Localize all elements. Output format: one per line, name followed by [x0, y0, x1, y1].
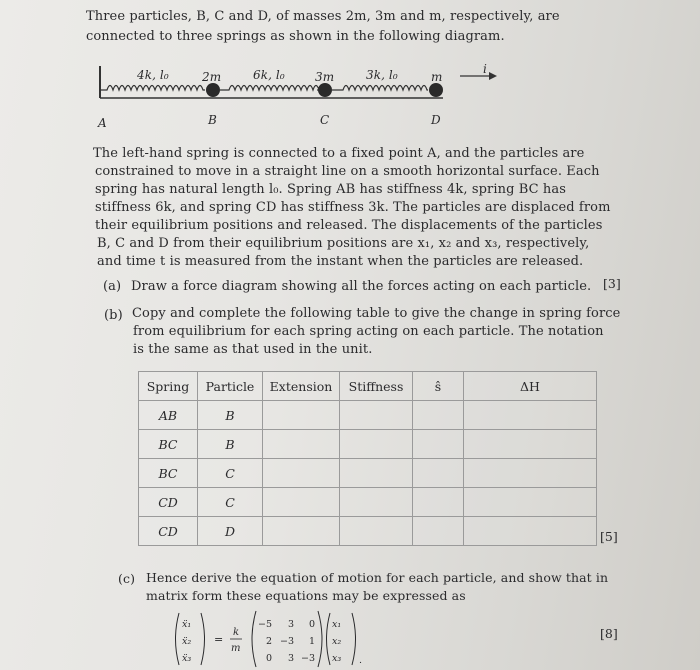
equation-period: . — [359, 655, 363, 666]
cell-extension-empty — [263, 517, 340, 546]
table-row — [139, 517, 597, 546]
mass-label-b: 2m — [202, 70, 222, 84]
mass-label-c: 3m — [315, 70, 335, 84]
spring-label-cd: 3k, l₀ — [366, 68, 398, 82]
cell-extension-empty — [263, 401, 340, 430]
paragraph-line: The left-hand spring is connected to a fixed point A, and the particles are — [93, 146, 585, 161]
rhs-entry: x₁ — [332, 619, 342, 630]
paragraph-line: their equilibrium positions and released. The displacements of the particles — [95, 218, 603, 233]
coef-numerator: k — [233, 627, 240, 638]
col-header-delta-h: ΔH — [464, 372, 597, 401]
spring-ab — [100, 86, 205, 91]
cell-extension-empty — [263, 459, 340, 488]
cell-stiffness-empty — [340, 517, 413, 546]
cell-particle: B — [198, 401, 263, 430]
intro-line-1: Three particles, B, C and D, of masses 2m, 3m and m, respectively, are — [86, 9, 560, 24]
cell-delta-h-empty — [464, 488, 597, 517]
table-header-row — [139, 372, 597, 401]
part-b-label: (b) — [104, 308, 123, 323]
lhs-entry: ẍ₁ — [182, 619, 192, 630]
table-row — [139, 459, 597, 488]
col-header-unit-vector: ŝ — [413, 372, 464, 401]
cell-spring: BC — [139, 430, 198, 459]
matrix-paren-left — [252, 611, 256, 667]
point-label-a: A — [98, 116, 107, 130]
lhs-entry: ẍ₃ — [182, 653, 192, 664]
spring-cd — [332, 86, 428, 91]
cell-stiffness-empty — [340, 401, 413, 430]
cell-delta-h-empty — [464, 430, 597, 459]
point-label-b: B — [208, 113, 217, 127]
cell-particle: D — [198, 517, 263, 546]
cell-stiffness-empty — [340, 459, 413, 488]
rhs-paren-left — [327, 613, 331, 665]
paragraph-line: and time t is measured from the instant when the particles are released. — [97, 254, 584, 269]
part-b-line: is the same as that used in the unit. — [133, 342, 373, 357]
direction-arrow-head — [489, 72, 497, 80]
cell-spring: CD — [139, 517, 198, 546]
matrix-entry: 1 — [308, 636, 315, 647]
spring-bc — [220, 86, 325, 91]
part-b-marks: [5] — [600, 529, 618, 544]
cell-extension-empty — [263, 488, 340, 517]
cell-spring: CD — [139, 488, 198, 517]
part-a-label: (a) — [103, 279, 122, 294]
point-label-d: D — [431, 113, 441, 127]
intro-line-2: connected to three springs as shown in the following diagram. — [86, 29, 505, 44]
part-b-line: Copy and complete the following table to give the change in spring force — [132, 306, 621, 321]
matrix-paren-right — [318, 611, 322, 667]
cell-unit-vector-empty — [413, 430, 464, 459]
coef-denominator: m — [231, 643, 241, 654]
table-row — [139, 488, 597, 517]
col-header-stiffness: Stiffness — [340, 372, 413, 401]
cell-particle: C — [198, 459, 263, 488]
cell-stiffness-empty — [340, 430, 413, 459]
part-c-line: Hence derive the equation of motion for each particle, and show that in — [146, 570, 609, 585]
cell-unit-vector-empty — [413, 517, 464, 546]
part-c-marks: [8] — [600, 626, 618, 641]
part-a-text: Draw a force diagram showing all the forces acting on each particle. — [131, 279, 592, 294]
lhs-paren-left — [176, 613, 180, 665]
paragraph-line: stiffness 6k, and spring CD has stiffness 3k. The particles are displaced from — [95, 200, 611, 215]
mass-label-d: m — [431, 70, 443, 84]
spring-label-bc: 6k, l₀ — [253, 68, 285, 82]
matrix-entry: −3 — [300, 653, 315, 664]
matrix-equation — [170, 609, 400, 669]
table-row — [139, 401, 597, 430]
matrix-entry: 3 — [287, 619, 294, 630]
cell-unit-vector-empty — [413, 401, 464, 430]
part-a-marks: [3] — [603, 276, 621, 291]
cell-spring: AB — [139, 401, 198, 430]
col-header-extension: Extension — [263, 372, 340, 401]
matrix-entry: −5 — [257, 619, 272, 630]
equals-sign: = — [214, 633, 224, 646]
rhs-entry: x₂ — [332, 636, 342, 647]
point-label-c: C — [320, 113, 330, 127]
matrix-entry: 2 — [265, 636, 272, 647]
part-b-line: from equilibrium for each spring acting on each particle. The notation — [133, 324, 604, 339]
matrix-entry: −3 — [279, 636, 294, 647]
cell-delta-h-empty — [464, 459, 597, 488]
part-c-label: (c) — [118, 571, 136, 586]
matrix-entry: 0 — [308, 619, 315, 630]
cell-stiffness-empty — [340, 488, 413, 517]
cell-particle: B — [198, 430, 263, 459]
spring-label-ab: 4k, l₀ — [137, 68, 169, 82]
cell-extension-empty — [263, 430, 340, 459]
paragraph-line: constrained to move in a straight line on a smooth horizontal surface. Each — [95, 164, 600, 179]
direction-label-i: i — [483, 62, 487, 76]
spring-force-table — [138, 371, 597, 546]
matrix-entry: 3 — [287, 653, 294, 664]
cell-delta-h-empty — [464, 517, 597, 546]
cell-spring: BC — [139, 459, 198, 488]
table-row — [139, 430, 597, 459]
cell-unit-vector-empty — [413, 459, 464, 488]
lhs-paren-right — [201, 613, 205, 665]
rhs-entry: x₃ — [332, 653, 342, 664]
col-header-spring: Spring — [139, 372, 198, 401]
cell-delta-h-empty — [464, 401, 597, 430]
cell-unit-vector-empty — [413, 488, 464, 517]
paragraph-line: spring has natural length l₀. Spring AB has stiffness 4k, spring BC has — [95, 182, 567, 197]
cell-particle: C — [198, 488, 263, 517]
paragraph-line: B, C and D from their equilibrium positions are x₁, x₂ and x₃, respectively, — [97, 236, 590, 251]
col-header-particle: Particle — [198, 372, 263, 401]
matrix-entry: 0 — [265, 653, 272, 664]
lhs-entry: ẍ₂ — [182, 636, 192, 647]
rhs-paren-right — [352, 613, 356, 665]
part-c-line: matrix form these equations may be expressed as — [146, 588, 466, 603]
